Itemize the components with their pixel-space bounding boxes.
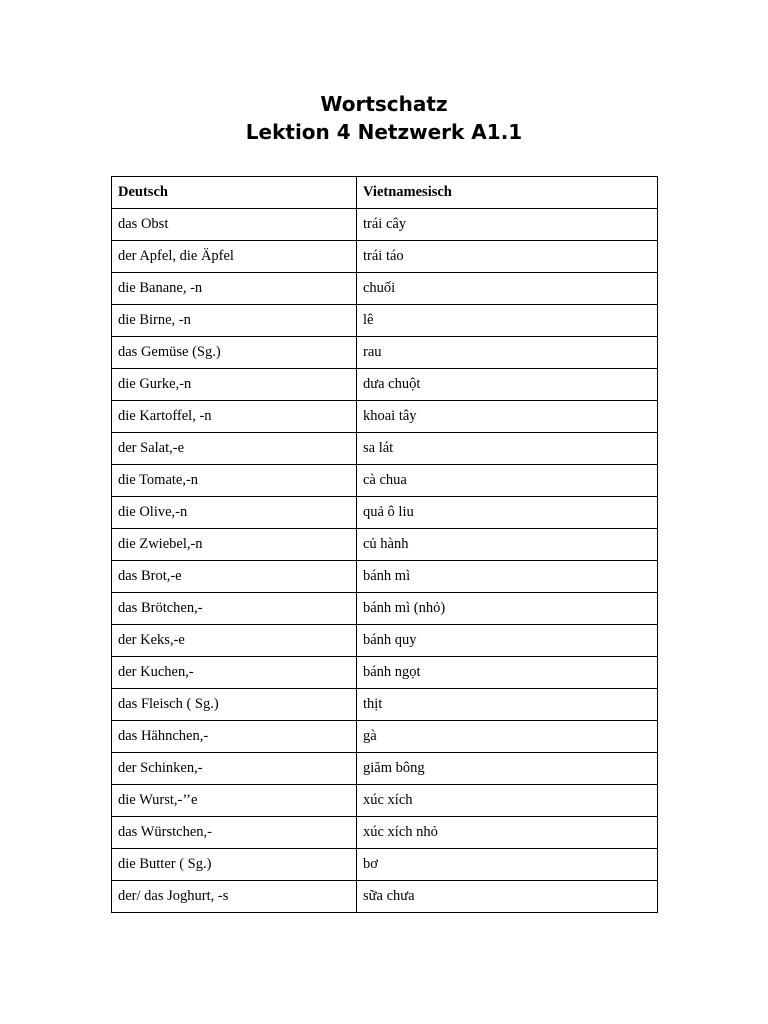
vietnamese-translation-cell: gà — [357, 721, 658, 753]
table-row — [112, 305, 658, 337]
vietnamese-translation-cell: củ hành — [357, 529, 658, 561]
vietnamese-translation-cell: sữa chưa — [357, 881, 658, 913]
vietnamese-translation-cell: trái táo — [357, 241, 658, 273]
vietnamese-translation-cell: khoai tây — [357, 401, 658, 433]
table-row — [112, 849, 658, 881]
vietnamese-translation-cell: giăm bông — [357, 753, 658, 785]
column-header-german: Deutsch — [112, 177, 357, 209]
table-row — [112, 785, 658, 817]
table-row — [112, 689, 658, 721]
vietnamese-translation-cell: bánh mì (nhỏ) — [357, 593, 658, 625]
document-header — [0, 90, 768, 146]
vietnamese-translation-cell: xúc xích — [357, 785, 658, 817]
german-word-cell: die Kartoffel, -n — [112, 401, 357, 433]
vocabulary-table — [111, 176, 658, 913]
vietnamese-translation-cell: dưa chuột — [357, 369, 658, 401]
vietnamese-translation-cell: bánh ngọt — [357, 657, 658, 689]
german-word-cell: die Gurke,-n — [112, 369, 357, 401]
german-word-cell: der Salat,-e — [112, 433, 357, 465]
table-row — [112, 753, 658, 785]
table-row — [112, 273, 658, 305]
table-row — [112, 209, 658, 241]
german-word-cell: das Gemüse (Sg.) — [112, 337, 357, 369]
table-row — [112, 433, 658, 465]
german-word-cell: die Zwiebel,-n — [112, 529, 357, 561]
german-word-cell: die Butter ( Sg.) — [112, 849, 357, 881]
table-row — [112, 529, 658, 561]
table-row — [112, 561, 658, 593]
vietnamese-translation-cell: trái cây — [357, 209, 658, 241]
column-header-vietnamese: Vietnamesisch — [357, 177, 658, 209]
german-word-cell: die Olive,-n — [112, 497, 357, 529]
table-row — [112, 817, 658, 849]
vietnamese-translation-cell: bơ — [357, 849, 658, 881]
table-row — [112, 593, 658, 625]
table-row — [112, 369, 658, 401]
page-subtitle: Lektion 4 Netzwerk A1.1 — [245, 120, 523, 144]
table-row — [112, 721, 658, 753]
german-word-cell: der/ das Joghurt, -s — [112, 881, 357, 913]
vietnamese-translation-cell: thịt — [357, 689, 658, 721]
table-row — [112, 465, 658, 497]
german-word-cell: das Fleisch ( Sg.) — [112, 689, 357, 721]
vietnamese-translation-cell: xúc xích nhỏ — [357, 817, 658, 849]
german-word-cell: die Wurst,-’’e — [112, 785, 357, 817]
vietnamese-translation-cell: bánh quy — [357, 625, 658, 657]
german-word-cell: das Würstchen,- — [112, 817, 357, 849]
german-word-cell: der Apfel, die Äpfel — [112, 241, 357, 273]
german-word-cell: das Hähnchen,- — [112, 721, 357, 753]
german-word-cell: das Brötchen,- — [112, 593, 357, 625]
table-row — [112, 625, 658, 657]
vietnamese-translation-cell: sa lát — [357, 433, 658, 465]
vietnamese-translation-cell: rau — [357, 337, 658, 369]
vietnamese-translation-cell: lê — [357, 305, 658, 337]
vietnamese-translation-cell: quả ô liu — [357, 497, 658, 529]
vietnamese-translation-cell: cà chua — [357, 465, 658, 497]
table-row — [112, 881, 658, 913]
table-header-row — [112, 177, 658, 209]
german-word-cell: das Obst — [112, 209, 357, 241]
german-word-cell: das Brot,-e — [112, 561, 357, 593]
table-row — [112, 241, 658, 273]
vietnamese-translation-cell: chuối — [357, 273, 658, 305]
page-title: Wortschatz — [320, 92, 448, 116]
german-word-cell: die Birne, -n — [112, 305, 357, 337]
german-word-cell: der Kuchen,- — [112, 657, 357, 689]
german-word-cell: die Banane, -n — [112, 273, 357, 305]
table-row — [112, 337, 658, 369]
german-word-cell: der Keks,-e — [112, 625, 357, 657]
vietnamese-translation-cell: bánh mì — [357, 561, 658, 593]
table-row — [112, 497, 658, 529]
vocabulary-table-body — [112, 209, 658, 913]
table-row — [112, 657, 658, 689]
table-row — [112, 401, 658, 433]
german-word-cell: der Schinken,- — [112, 753, 357, 785]
german-word-cell: die Tomate,-n — [112, 465, 357, 497]
